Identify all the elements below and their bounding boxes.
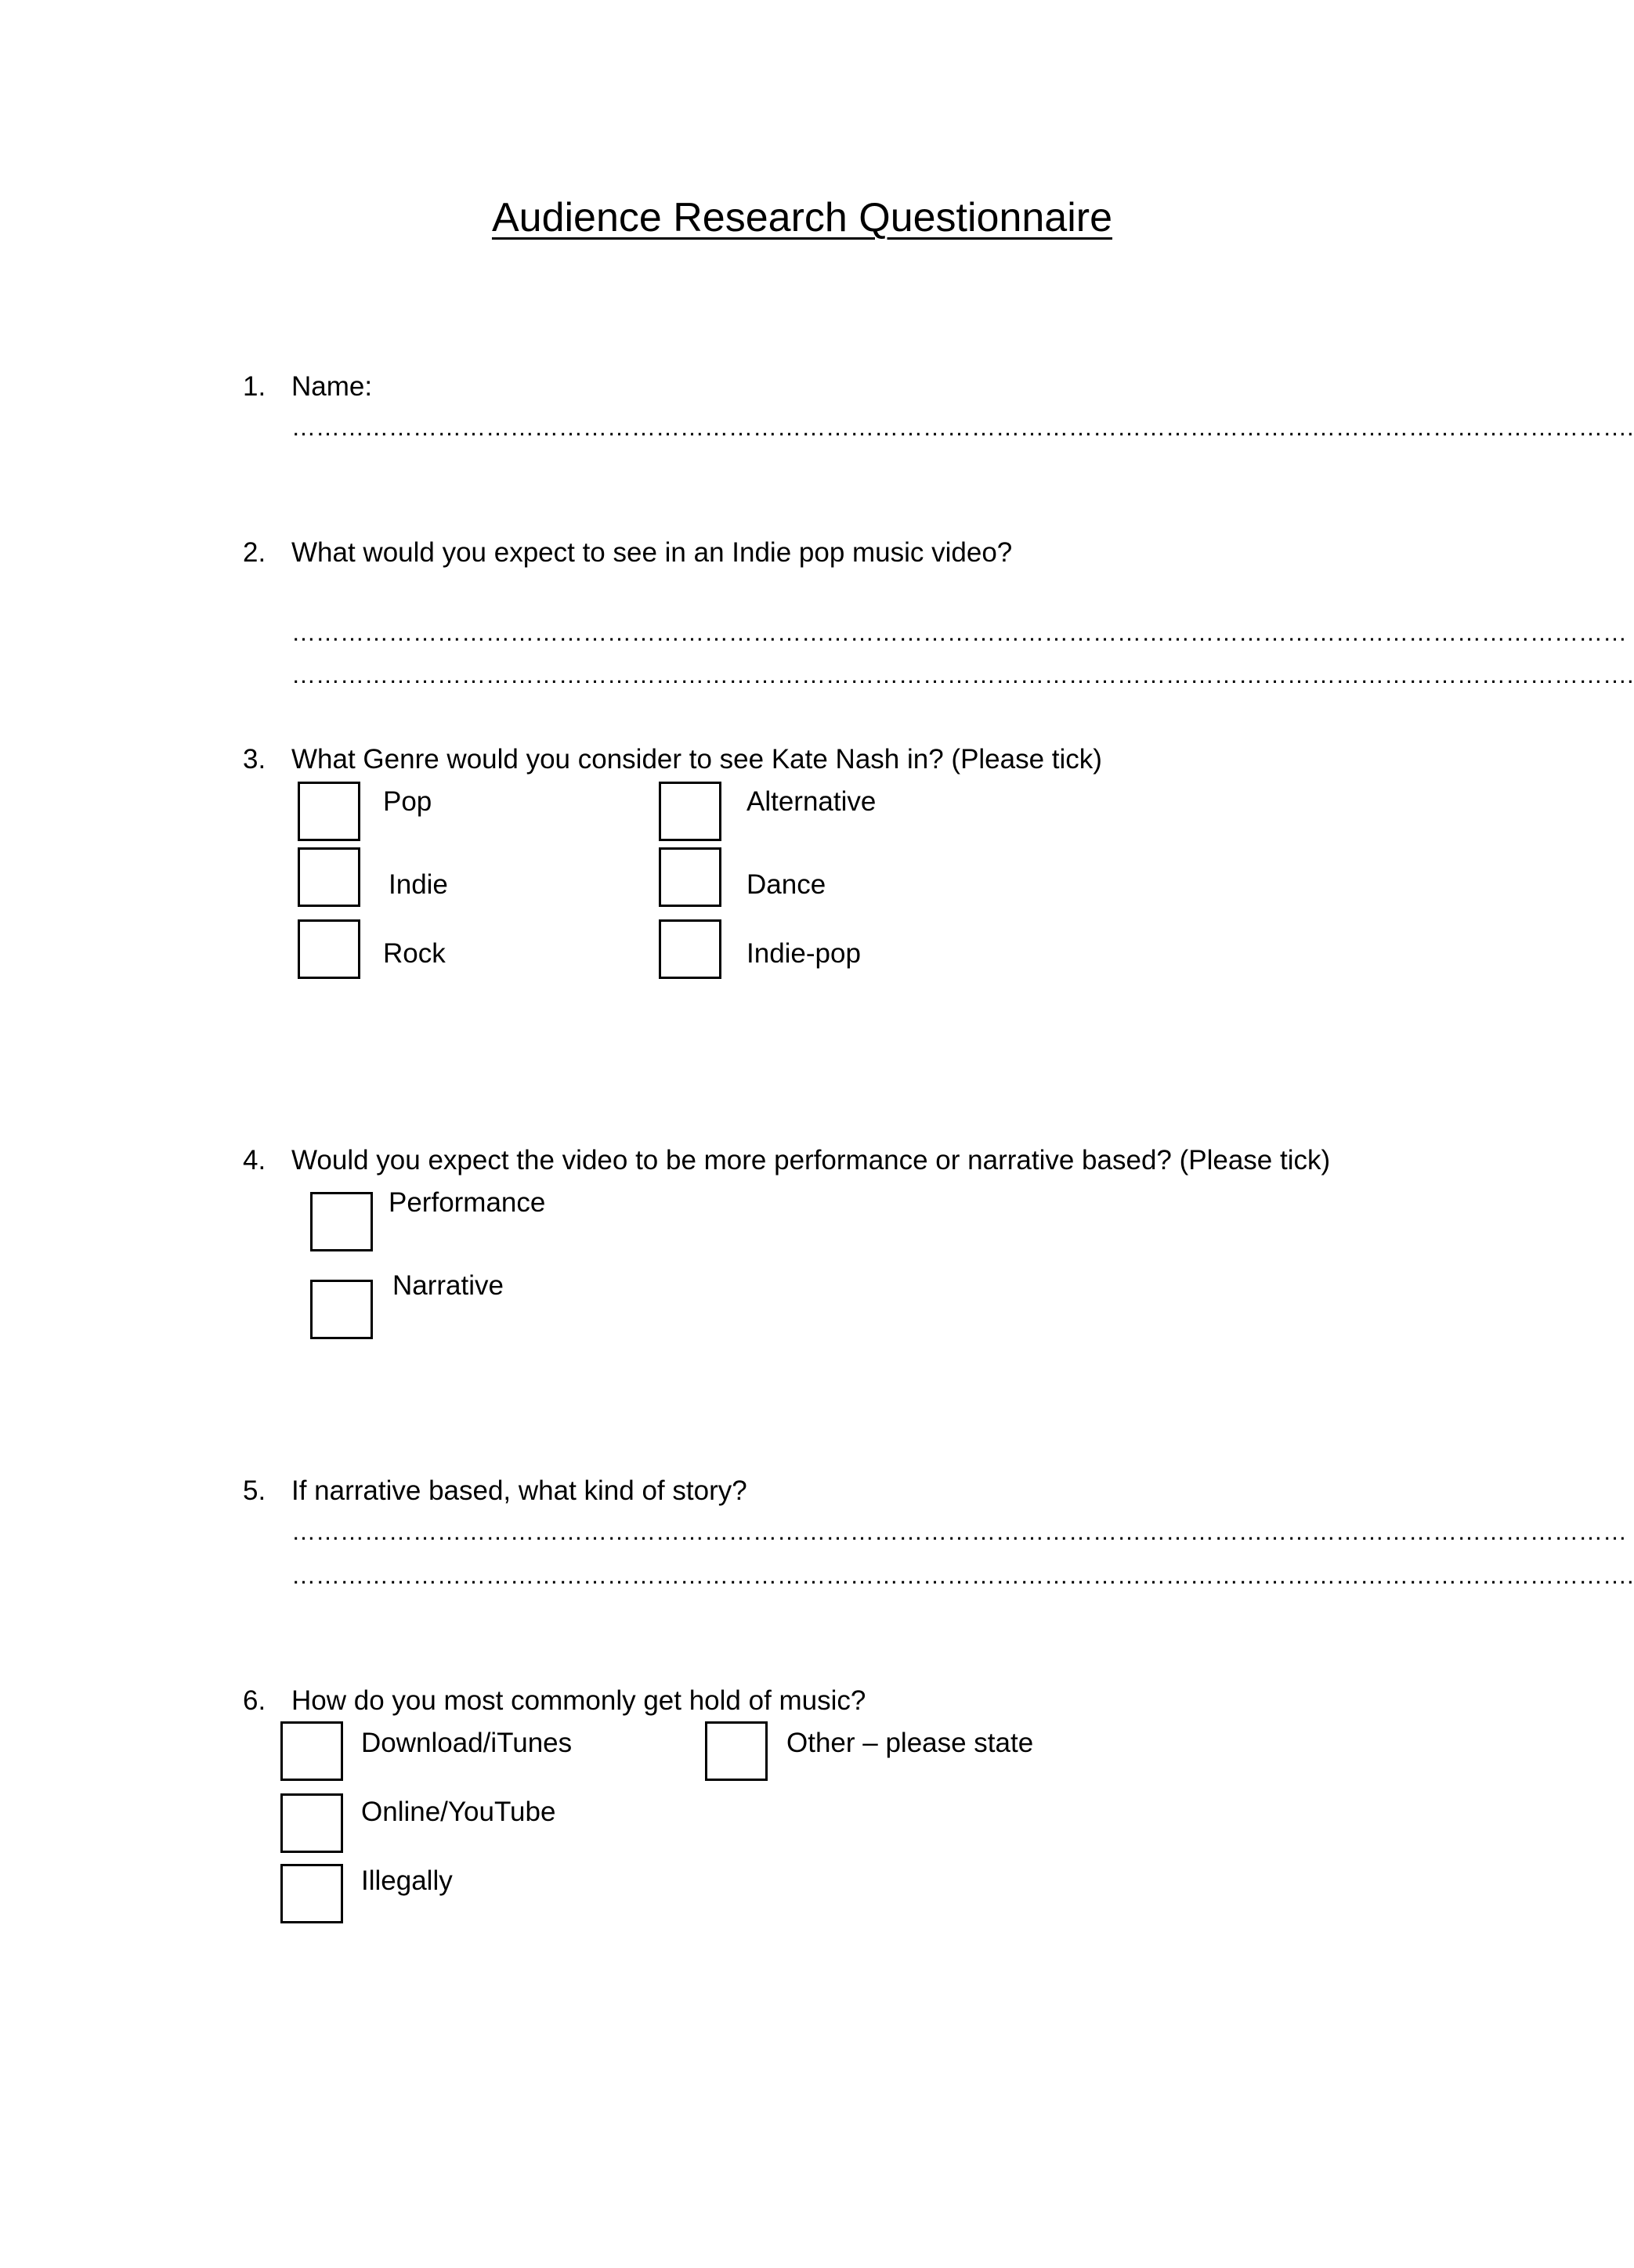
genre-dance-checkbox[interactable] [659, 847, 721, 907]
genre-pop-label: Pop [383, 786, 432, 817]
question-4-number: 4. [243, 1145, 266, 1176]
performance-label: Performance [389, 1187, 546, 1218]
genre-rock-label: Rock [383, 938, 446, 969]
genre-indie-pop-checkbox[interactable] [659, 919, 721, 979]
genre-rock-checkbox[interactable] [298, 919, 360, 979]
download-itunes-label: Download/iTunes [361, 1728, 573, 1758]
question-5-answer-line-2[interactable]: …………………………………………………………………………………………………………………………………………………. [291, 1562, 1634, 1589]
genre-alternative-checkbox[interactable] [659, 782, 721, 841]
performance-checkbox[interactable] [310, 1192, 373, 1251]
genre-indie-checkbox[interactable] [298, 847, 360, 907]
question-5-answer-line-1[interactable]: ………………………………………………………………………………………………………………………………………………… [291, 1518, 1627, 1545]
question-2-answer-line-2[interactable]: …………………………………………………………………………………………………………………………………………………. [291, 661, 1634, 688]
question-4-text: Would you expect the video to be more performance or narrative based? (Please tick) [291, 1145, 1331, 1176]
other-checkbox[interactable] [705, 1721, 768, 1781]
narrative-checkbox[interactable] [310, 1280, 373, 1339]
download-itunes-checkbox[interactable] [280, 1721, 343, 1781]
question-5-number: 5. [243, 1475, 266, 1506]
question-2-answer-line-1[interactable]: ………………………………………………………………………………………………………………………………………………… [291, 619, 1627, 646]
illegally-checkbox[interactable] [280, 1864, 343, 1923]
question-3-number: 3. [243, 744, 266, 775]
online-youtube-checkbox[interactable] [280, 1793, 343, 1853]
question-1-number: 1. [243, 371, 266, 402]
question-6-number: 6. [243, 1685, 266, 1716]
question-5-text: If narrative based, what kind of story? [291, 1475, 747, 1506]
question-1-text: Name: [291, 371, 373, 402]
page-title: Audience Research Questionnaire [491, 195, 1113, 240]
online-youtube-label: Online/YouTube [361, 1797, 556, 1827]
genre-indie-label: Indie [389, 869, 448, 900]
genre-dance-label: Dance [747, 869, 826, 900]
genre-alternative-label: Alternative [747, 786, 877, 817]
question-2-text: What would you expect to see in an Indie pop music video? [291, 537, 1013, 568]
narrative-label: Narrative [392, 1270, 504, 1301]
genre-pop-checkbox[interactable] [298, 782, 360, 841]
name-answer-line[interactable]: …………………………………………………………………………………………………………………………………………………. [291, 414, 1634, 441]
genre-indie-pop-label: Indie-pop [747, 938, 861, 969]
question-6-text: How do you most commonly get hold of music? [291, 1685, 866, 1716]
question-2-number: 2. [243, 537, 266, 568]
illegally-label: Illegally [361, 1865, 453, 1896]
other-please-state-label: Other – please state [786, 1728, 1034, 1758]
question-3-text: What Genre would you consider to see Kate Nash in? (Please tick) [291, 744, 1102, 775]
